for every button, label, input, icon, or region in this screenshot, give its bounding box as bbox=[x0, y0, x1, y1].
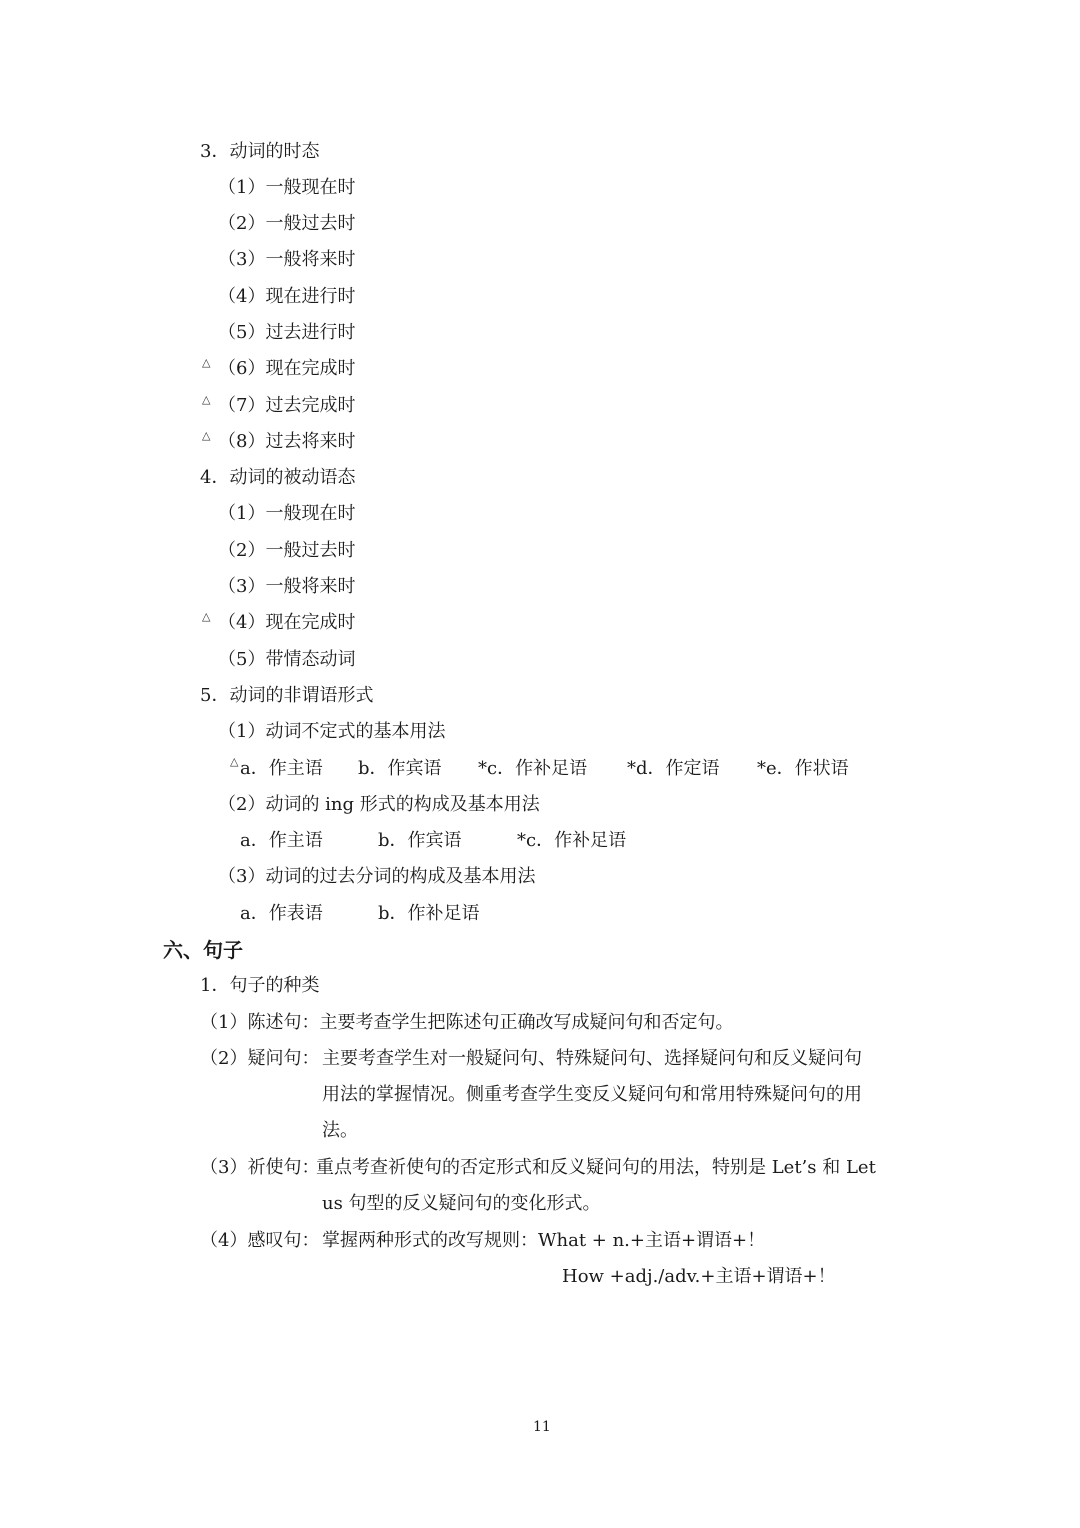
triangle-mark-icon: △ bbox=[230, 755, 239, 768]
sub1-option-c: *c．作补足语 bbox=[478, 758, 588, 779]
sub2-option-b: b．作宾语 bbox=[378, 830, 462, 851]
sub2-option-a: a．作主语 bbox=[240, 830, 323, 851]
sub3-option-b: b．作补足语 bbox=[378, 903, 480, 924]
section3-item-3: （3）一般将来时 bbox=[218, 249, 356, 270]
section4-item-3: （3）一般将来时 bbox=[218, 576, 356, 597]
section3-item-2: （2）一般过去时 bbox=[218, 213, 356, 234]
sub1-option-e: *e．作状语 bbox=[757, 758, 849, 779]
sub1-option-a: a．作主语 bbox=[240, 758, 323, 779]
section3-item-7: （7）过去完成时 bbox=[218, 395, 356, 416]
section3-item-6: （6）现在完成时 bbox=[218, 358, 356, 379]
section5-title: 5．动词的非谓语形式 bbox=[200, 685, 374, 706]
sub3-option-a: a．作表语 bbox=[240, 903, 323, 924]
section5-sub1: （1）动词不定式的基本用法 bbox=[218, 721, 446, 742]
section4-item-4: （4）现在完成时 bbox=[218, 612, 356, 633]
page-number: 11 bbox=[533, 1419, 551, 1435]
section4-item-1: （1）一般现在时 bbox=[218, 503, 356, 524]
sentence-type-2-label: （2）疑问句： bbox=[200, 1048, 320, 1069]
section3-item-5: （5）过去进行时 bbox=[218, 322, 356, 343]
section5-sub2: （2）动词的 ing 形式的构成及基本用法 bbox=[218, 794, 540, 815]
triangle-mark-icon: △ bbox=[202, 393, 211, 406]
section3-item-1: （1）一般现在时 bbox=[218, 177, 356, 198]
sub1-option-d: *d．作定语 bbox=[627, 758, 720, 779]
section4-title: 4．动词的被动语态 bbox=[200, 467, 356, 488]
sentence-type-1: （1）陈述句：主要考查学生把陈述句正确改写成疑问句和否定句。 bbox=[200, 1012, 734, 1033]
sub2-option-c: *c．作补足语 bbox=[517, 830, 627, 851]
sentence-type-2-line-3: 法。 bbox=[322, 1120, 358, 1141]
section4-item-5: （5）带情态动词 bbox=[218, 649, 356, 670]
section3-item-4: （4）现在进行时 bbox=[218, 286, 356, 307]
sentence-type-2-line-1: 主要考查学生对一般疑问句、特殊疑问句、选择疑问句和反义疑问句 bbox=[322, 1048, 862, 1069]
section5-sub3: （3）动词的过去分词的构成及基本用法 bbox=[218, 866, 536, 887]
sentence-type-2-line-2: 用法的掌握情况。侧重考查学生变反义疑问句和常用特殊疑问句的用 bbox=[322, 1084, 862, 1105]
triangle-mark-icon: △ bbox=[202, 610, 211, 623]
part6-sub-title: 1．句子的种类 bbox=[200, 975, 320, 996]
section3-item-8: （8）过去将来时 bbox=[218, 431, 356, 452]
sentence-type-3-line-1: 重点考查祈使句的否定形式和反义疑问句的用法，特别是 Let’s 和 Let bbox=[316, 1157, 876, 1178]
sentence-type-3-label: （3）祈使句： bbox=[200, 1157, 320, 1178]
triangle-mark-icon: △ bbox=[202, 356, 211, 369]
section4-item-2: （2）一般过去时 bbox=[218, 540, 356, 561]
sentence-type-4-label: （4）感叹句： bbox=[200, 1230, 320, 1251]
sub1-option-b: b．作宾语 bbox=[358, 758, 442, 779]
sentence-type-4-line-1: 掌握两种形式的改写规则：What + n.+主语+谓语+！ bbox=[322, 1230, 766, 1251]
sentence-type-3-line-2: us 句型的反义疑问句的变化形式。 bbox=[322, 1193, 601, 1214]
sentence-type-4-line-2: How +adj./adv.+主语+谓语+！ bbox=[562, 1266, 836, 1287]
section3-title: 3．动词的时态 bbox=[200, 141, 320, 162]
triangle-mark-icon: △ bbox=[202, 429, 211, 442]
part6-heading: 六、句子 bbox=[163, 938, 243, 962]
